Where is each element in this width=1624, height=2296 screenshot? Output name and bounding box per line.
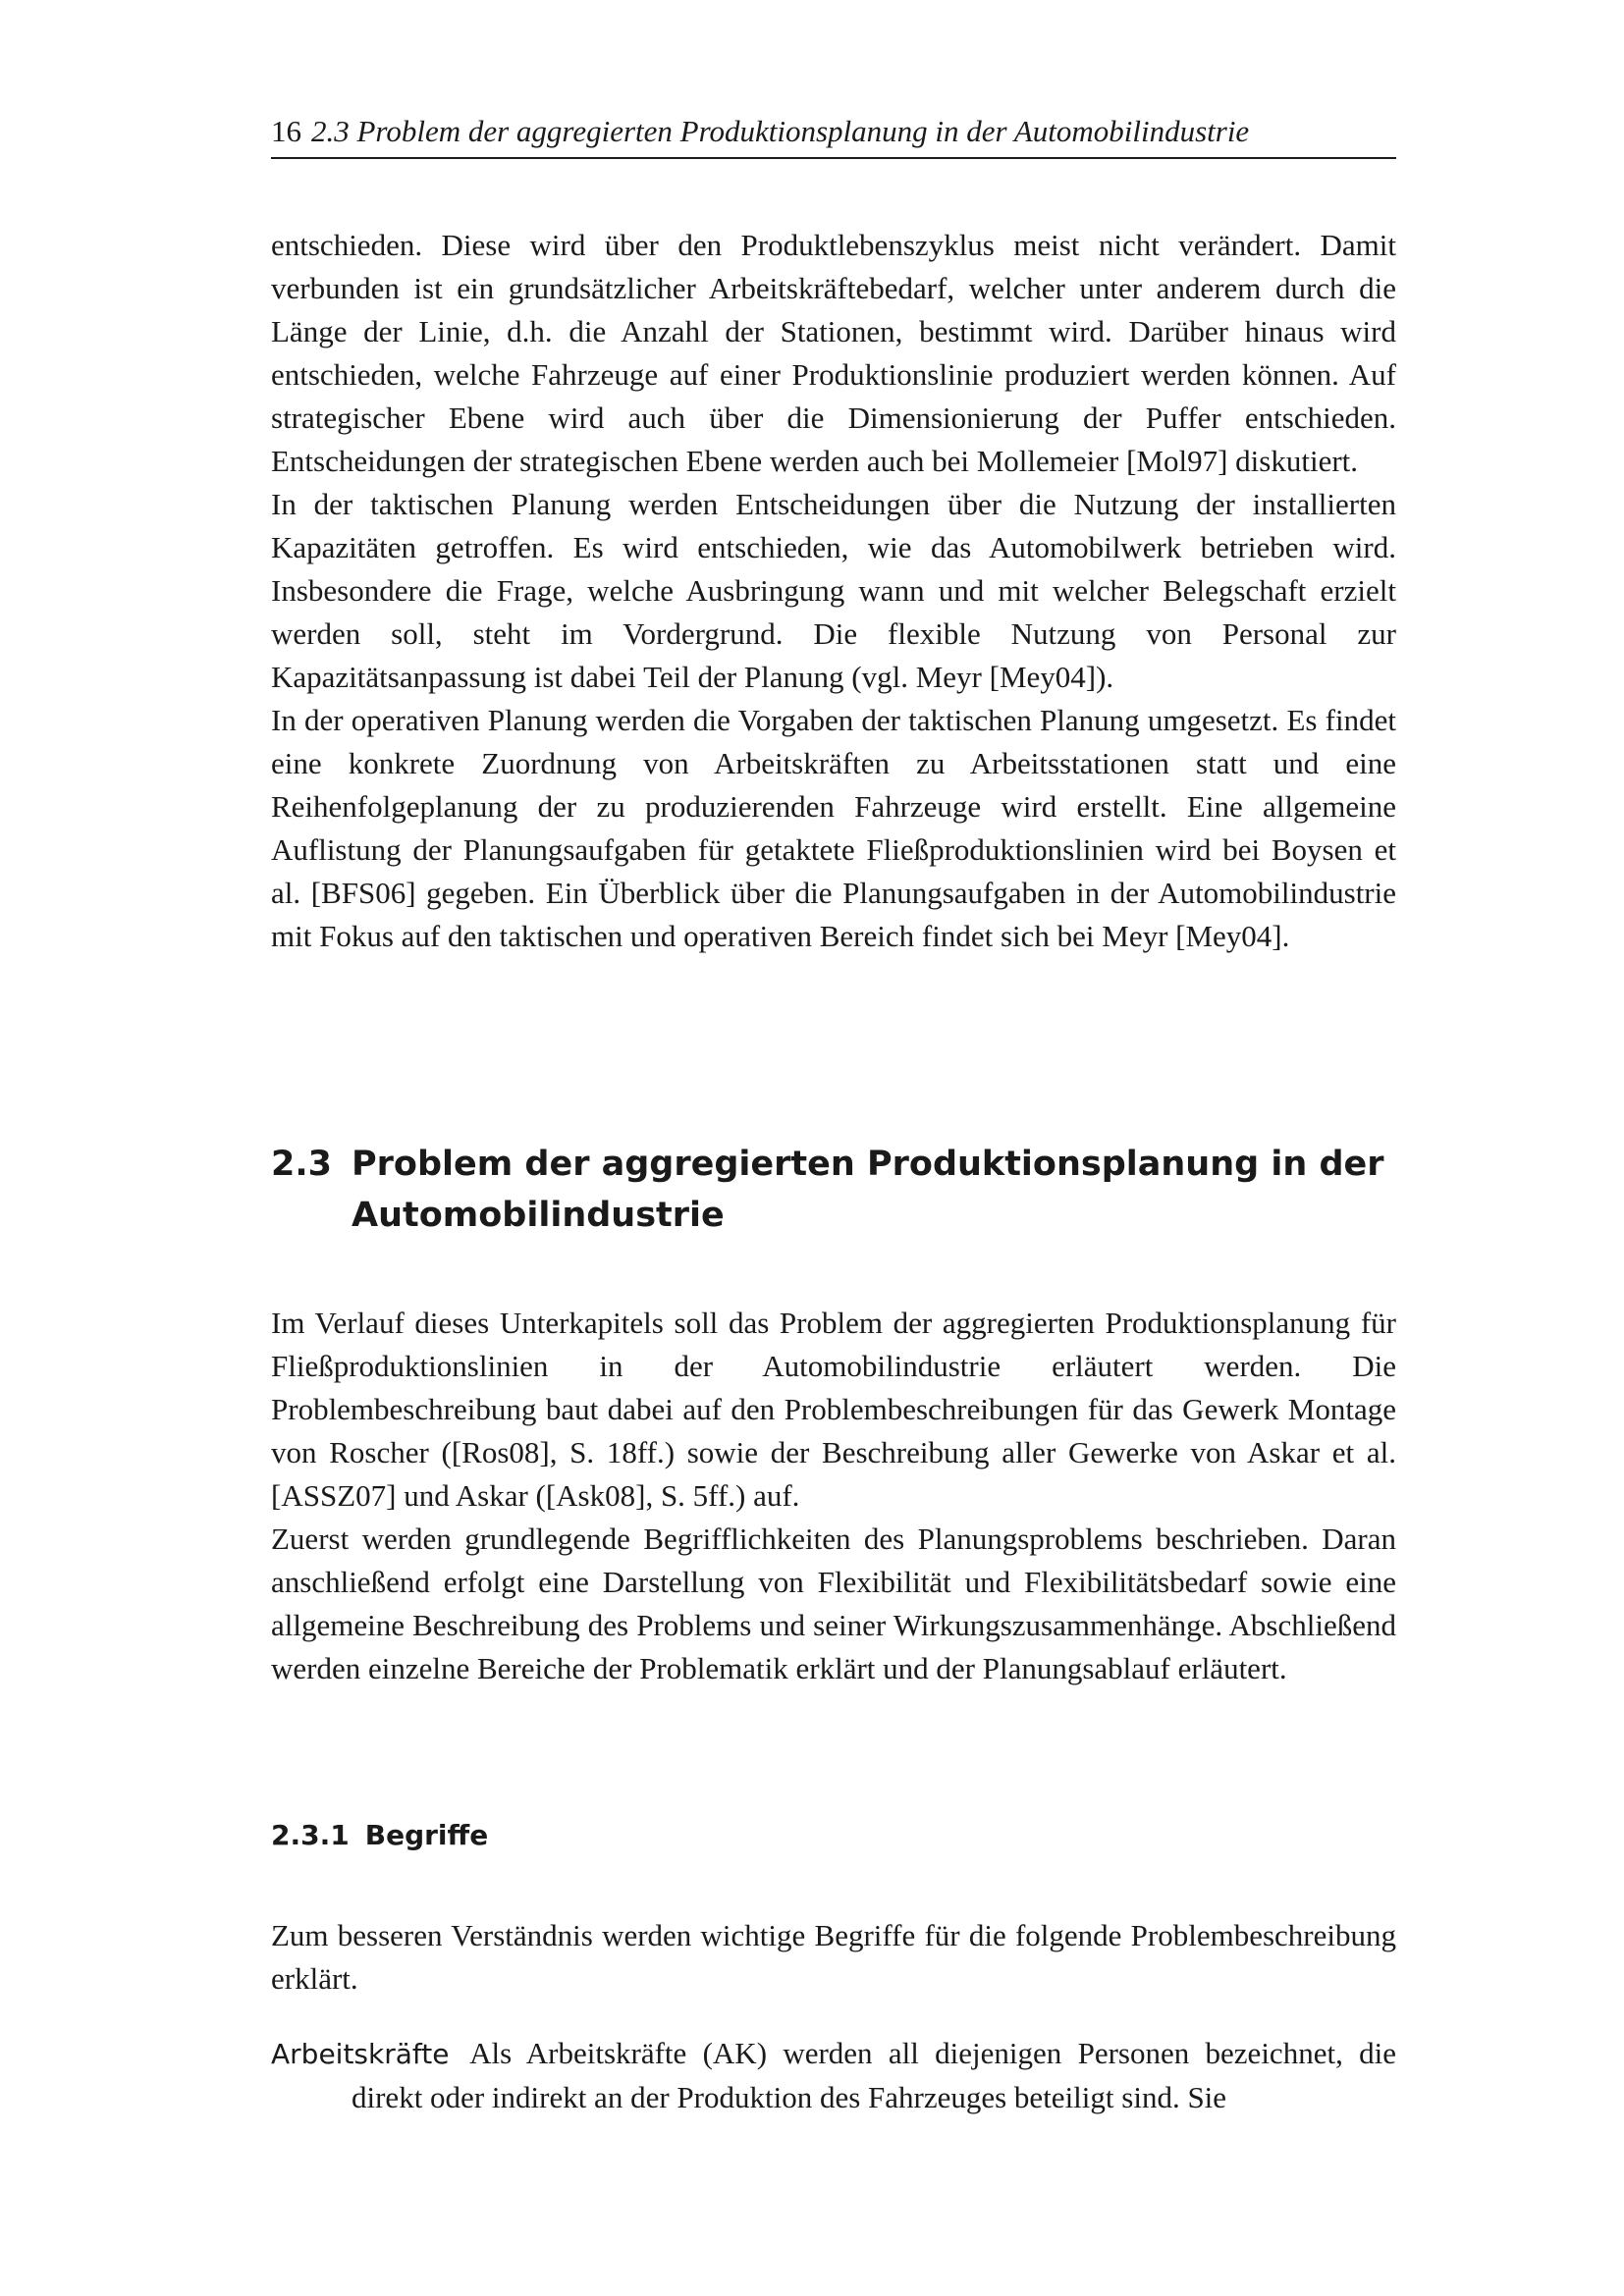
section-number: 2.3 (271, 1145, 333, 1184)
subsection-title: Begriffe (364, 1819, 489, 1851)
paragraph: In der taktischen Planung werden Entscheidungen über die Nutzung der installierten Kapazitäten getroffen. Es wird entschieden, wie das Automobilwerk betrieben wird. Insbesondere die Frage, welche Ausbringung wann und mit welcher Belegschaft erzielt werden soll, steht im Vordergrund. Die flexible Nutzung von Personal zur Kapazitätsanpassung ist dabei Teil der Planung (vgl. Meyr [Mey04]). (271, 487, 1396, 694)
paragraph: entschieden. Diese wird über den Produktlebenszyklus meist nicht verändert. Damit verbunden ist ein grundsätzlicher Arbeitskräftebedarf, welcher unter anderem durch die Länge der Linie, d.h. die Anzahl der Stationen, bestimmt wird. Darüber hinaus wird entschieden, welche Fahrzeuge auf einer Produktionslinie produziert werden können. Auf strategischer Ebene wird auch über die Dimensionierung der Puffer entschieden. Entscheidungen der strategischen Ebene werden auch bei Mollemeier [Mol97] diskutiert. (271, 228, 1396, 478)
subsection-intro (271, 1914, 1396, 2001)
section-title: Problem der aggregierten Produktionsplanung in der Automobilindustrie (352, 1145, 1384, 1235)
definition-item (271, 2032, 1396, 2119)
running-header (271, 112, 1396, 151)
paragraph: Zuerst werden grundlegende Begrifflichkeiten des Planungsproblems beschrieben. Daran anschließend erfolgt eine Darstellung von Flexibilität und Flexibilitätsbedarf sowie eine allgemeine Beschreibung des Problems und seiner Wirkungszusammenhänge. Abschließend werden einzelne Bereiche der Problematik erklärt und der Planungsablauf erläutert. (271, 1522, 1396, 1685)
page-number: 16 (271, 114, 301, 148)
definition-term: Arbeitskräfte (271, 2038, 450, 2070)
paragraph: In der operativen Planung werden die Vorgaben der taktischen Planung umgesetzt. Es findet eine konkrete Zuordnung von Arbeitskräften zu Arbeitsstationen statt und eine Reihenfolgeplanung der zu produzierenden Fahrzeuge wird erstellt. Eine allgemeine Auflistung der Planungsaufgaben für getaktete Fließproduktionslinien wird bei Boysen et al. [BFS06] gegeben. Ein Überblick über die Planungsaufgaben in der Automobilindustrie mit Fokus auf den taktischen und operativen Bereich findet sich bei Meyr [Mey04]. (271, 703, 1396, 953)
paragraph: Im Verlauf dieses Unterkapitels soll das Problem der aggregierten Produktionsplanung für Fließproduktionslinien in der Automobilindustrie erläutert werden. Die Problembeschreibung baut dabei auf den Problembeschreibungen für das Gewerk Montage von Roscher ([Ros08], S. 18ff.) sowie der Beschreibung aller Gewerke von Askar et al. [ASSZ07] und Askar ([Ask08], S. 5ff.) auf. (271, 1306, 1396, 1513)
running-title: 2.3 Problem der aggregierten Produktionsplanung in der Automobilindustrie (311, 114, 1250, 148)
section-heading (271, 1139, 1396, 1241)
paragraph: Zum besseren Verständnis werden wichtige Begriffe für die folgende Problembeschreibung erklärt. (271, 1918, 1396, 1996)
definition-text: Als Arbeitskräfte (AK) werden all diejenigen Personen bezeichnet, die direkt oder indirekt an der Produktion des Fahrzeuges beteiligt sind. Sie (352, 2036, 1396, 2114)
intro-text-block (271, 224, 1396, 958)
section-text-block (271, 1302, 1396, 1690)
subsection-heading (271, 1818, 1396, 1853)
header-rule (271, 157, 1396, 159)
subsection-number: 2.3.1 (271, 1819, 350, 1851)
